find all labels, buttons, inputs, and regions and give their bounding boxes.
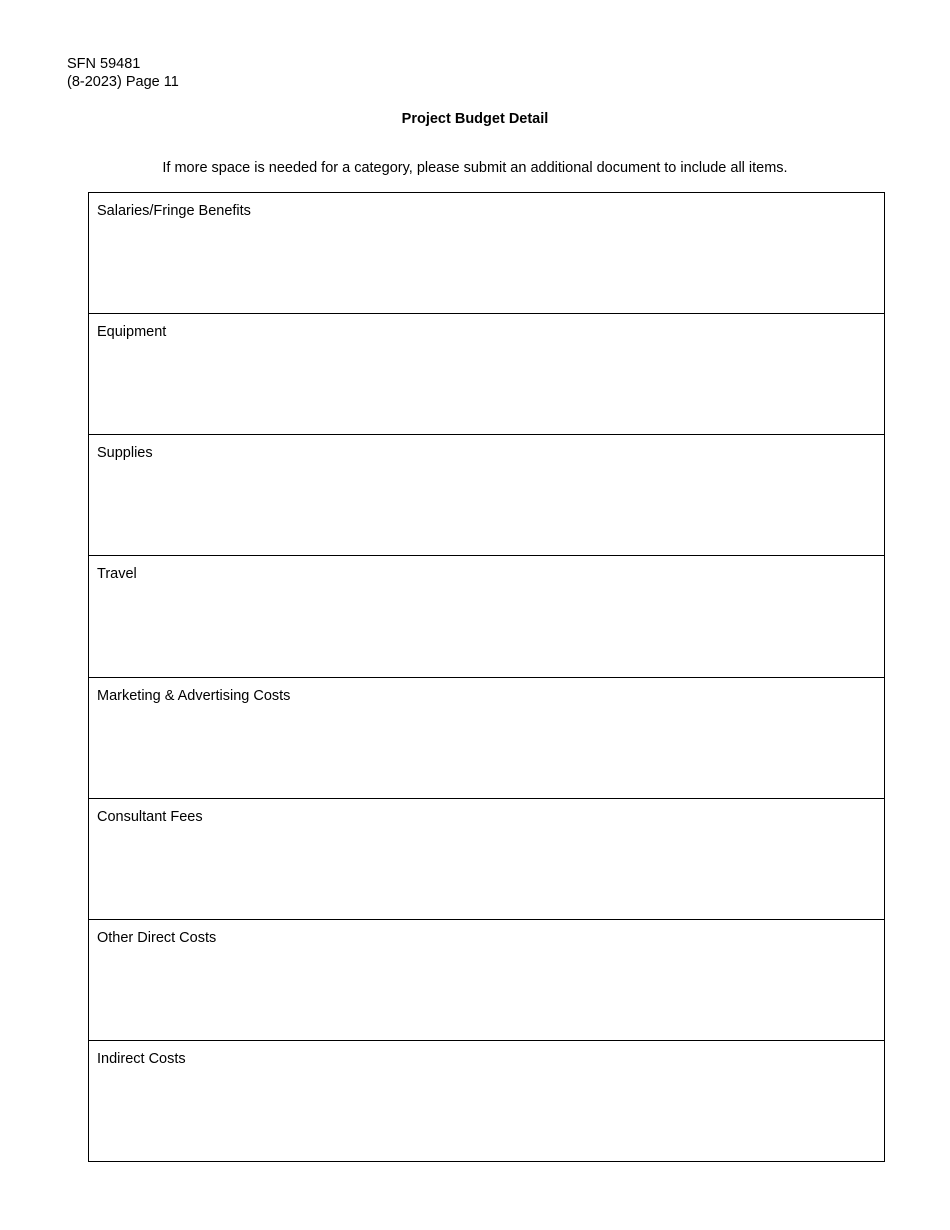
budget-field-label: Indirect Costs [97, 1050, 186, 1067]
form-number: SFN 59481 [67, 56, 141, 72]
budget-field-marketing[interactable] [89, 678, 884, 799]
budget-field-salaries[interactable] [89, 193, 884, 314]
budget-field-label: Travel [97, 566, 137, 583]
budget-field-indirect[interactable] [89, 1041, 884, 1161]
budget-field-label: Marketing & Advertising Costs [97, 687, 291, 704]
budget-field-label: Supplies [97, 445, 153, 462]
budget-field-label: Salaries/Fringe Benefits [97, 203, 251, 219]
budget-field-consultant[interactable] [89, 799, 884, 920]
budget-field-label: Consultant Fees [97, 808, 203, 825]
budget-field-label: Equipment [97, 324, 167, 341]
budget-field-supplies[interactable] [89, 435, 884, 556]
budget-field-label: Other Direct Costs [97, 929, 217, 946]
revision-page: (8-2023) Page 11 [67, 74, 179, 90]
budget-field-equipment[interactable] [89, 314, 884, 435]
budget-table [88, 192, 885, 1162]
budget-field-other-direct[interactable] [89, 920, 884, 1041]
budget-field-travel[interactable] [89, 556, 884, 677]
instruction-text: If more space is needed for a category, please submit an additional document to include all items. [162, 160, 788, 176]
page-title: Project Budget Detail [401, 111, 549, 127]
form-header [67, 55, 179, 91]
